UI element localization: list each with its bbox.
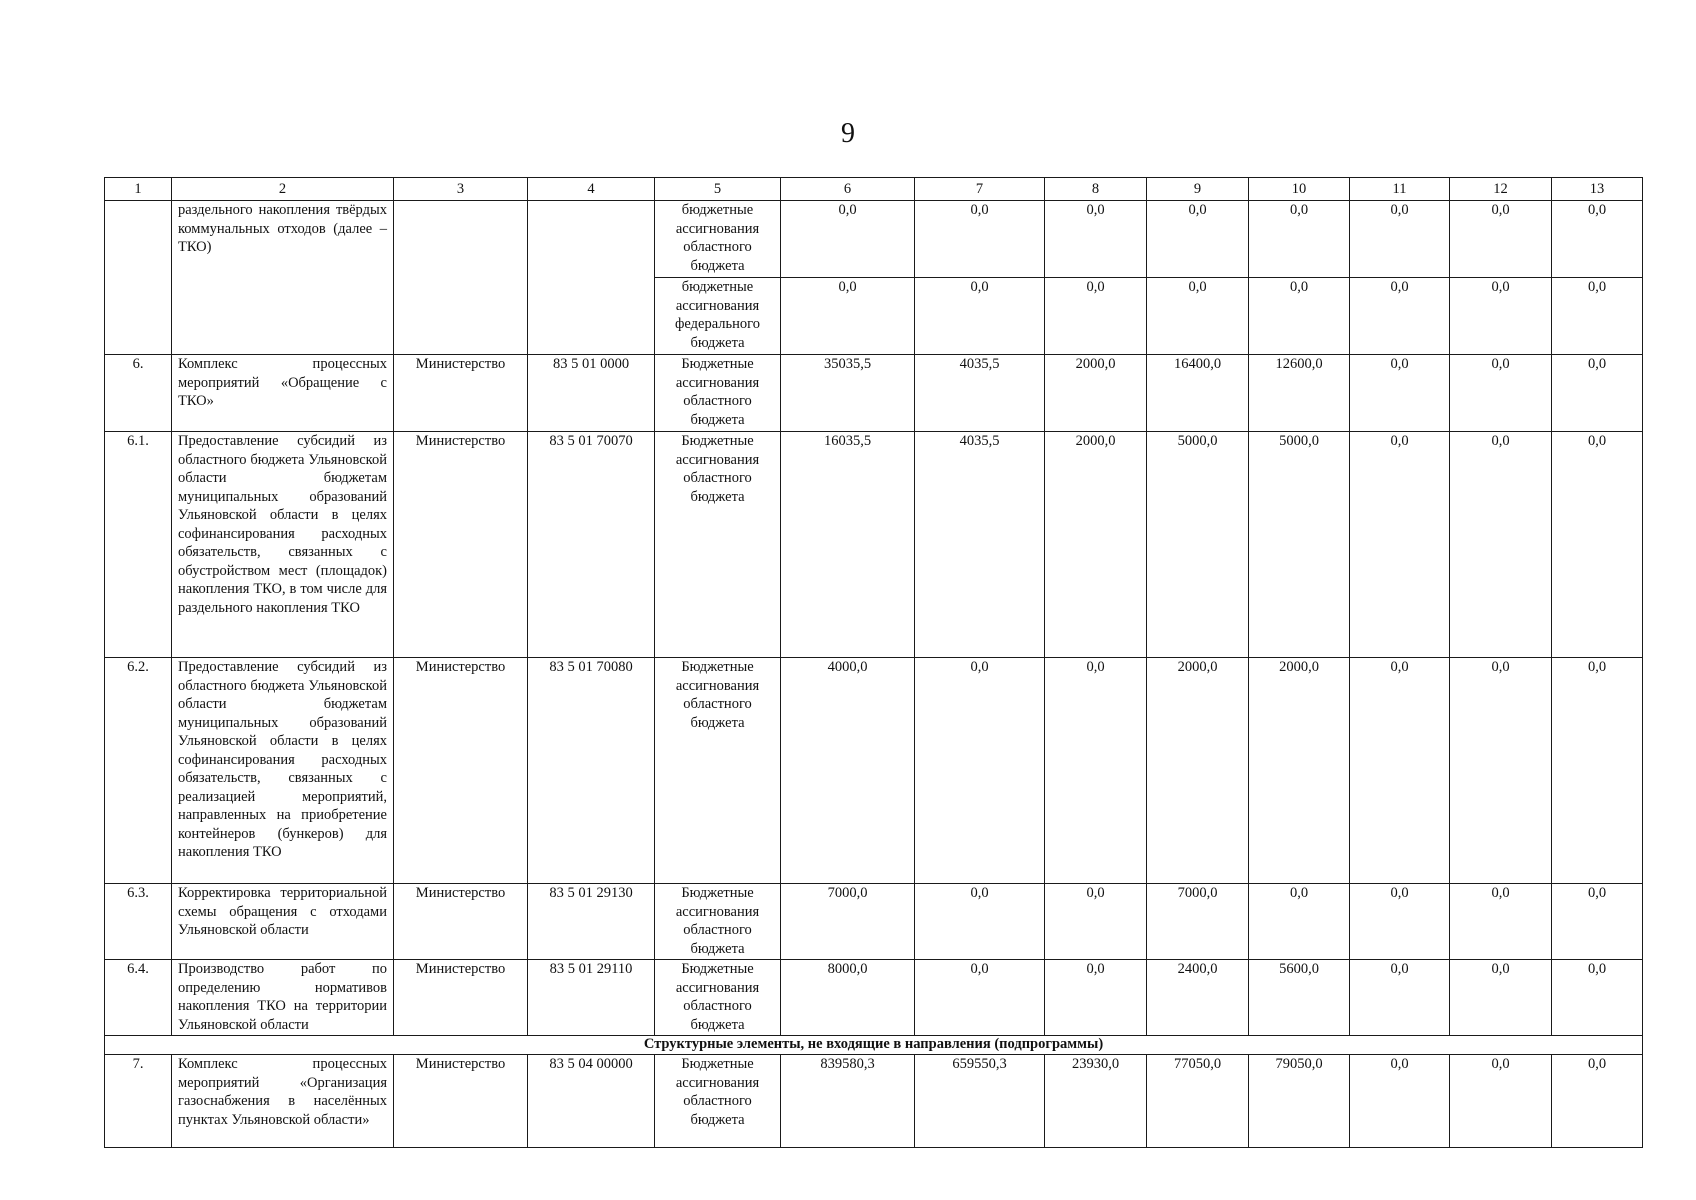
value-cell: 4035,5 [915, 355, 1045, 432]
row-executor-cell: Министерство [394, 355, 528, 432]
row-name-cell: Предоставление субсидий из областного бюджета Ульяновской области бюджетам муниципальных образований Ульяновской области в целях софинансирования расходных обязательств, связанных с реализацией мероприятий, направленных на приобретение контейнеров (бункеров) для накопления ТКО [172, 658, 394, 884]
row-number-cell: 6.3. [105, 884, 172, 960]
value-cell: 0,0 [1450, 278, 1552, 355]
row-source-cell: бюджетные ассигнования областного бюджета [655, 201, 781, 278]
row-source-cell: Бюджетные ассигнования областного бюджета [655, 355, 781, 432]
column-header: 7 [915, 178, 1045, 201]
value-cell: 0,0 [915, 658, 1045, 884]
value-cell: 0,0 [1350, 432, 1450, 658]
value-cell: 79050,0 [1249, 1055, 1350, 1148]
value-cell: 0,0 [1552, 355, 1643, 432]
row-name-cell: Комплекс процессных мероприятий «Организация газоснабжения в населённых пунктах Ульяновской области» [172, 1055, 394, 1148]
row-number-cell: 6.1. [105, 432, 172, 658]
row-code-cell: 83 5 01 29130 [528, 884, 655, 960]
value-cell: 0,0 [1552, 278, 1643, 355]
row-executor-cell: Министерство [394, 960, 528, 1036]
value-cell: 0,0 [1450, 960, 1552, 1036]
column-header: 1 [105, 178, 172, 201]
table-row [105, 658, 1643, 884]
value-cell: 0,0 [915, 201, 1045, 278]
value-cell: 0,0 [1350, 278, 1450, 355]
budget-table [104, 177, 1643, 1148]
value-cell: 0,0 [1552, 201, 1643, 278]
row-source-cell: бюджетные ассигнования федерального бюджета [655, 278, 781, 355]
value-cell: 0,0 [1350, 201, 1450, 278]
column-header: 5 [655, 178, 781, 201]
value-cell: 0,0 [1552, 432, 1643, 658]
value-cell: 0,0 [1249, 278, 1350, 355]
value-cell: 0,0 [1045, 658, 1147, 884]
column-header: 13 [1552, 178, 1643, 201]
row-number-cell: 6. [105, 355, 172, 432]
value-cell: 7000,0 [1147, 884, 1249, 960]
row-number-cell: 7. [105, 1055, 172, 1148]
value-cell: 0,0 [1450, 884, 1552, 960]
row-name-cell: Производство работ по определению нормативов накопления ТКО на территории Ульяновской области [172, 960, 394, 1036]
value-cell: 0,0 [1350, 884, 1450, 960]
row-code-cell: 83 5 01 29110 [528, 960, 655, 1036]
row-executor-cell: Министерство [394, 884, 528, 960]
column-header: 4 [528, 178, 655, 201]
value-cell: 2000,0 [1045, 432, 1147, 658]
value-cell: 0,0 [1350, 960, 1450, 1036]
page-number: 9 [841, 118, 855, 149]
column-header: 11 [1350, 178, 1450, 201]
value-cell: 0,0 [781, 278, 915, 355]
row-executor-cell [394, 201, 528, 355]
column-header: 6 [781, 178, 915, 201]
value-cell: 0,0 [1350, 1055, 1450, 1148]
value-cell: 0,0 [915, 884, 1045, 960]
table-row [105, 884, 1643, 960]
value-cell: 12600,0 [1249, 355, 1350, 432]
section-title: Структурные элементы, не входящие в направления (подпрограммы) [105, 1036, 1643, 1055]
value-cell: 0,0 [1552, 1055, 1643, 1148]
row-code-cell: 83 5 04 00000 [528, 1055, 655, 1148]
table-row [105, 355, 1643, 432]
row-executor-cell: Министерство [394, 1055, 528, 1148]
table-row [105, 201, 1643, 278]
row-source-cell: Бюджетные ассигнования областного бюджета [655, 1055, 781, 1148]
value-cell: 16400,0 [1147, 355, 1249, 432]
row-number-cell [105, 201, 172, 355]
value-cell: 2400,0 [1147, 960, 1249, 1036]
value-cell: 16035,5 [781, 432, 915, 658]
value-cell: 0,0 [1450, 355, 1552, 432]
row-code-cell: 83 5 01 0000 [528, 355, 655, 432]
value-cell: 0,0 [1450, 201, 1552, 278]
row-source-cell: Бюджетные ассигнования областного бюджета [655, 658, 781, 884]
column-number-row [105, 178, 1643, 201]
value-cell: 0,0 [1552, 960, 1643, 1036]
table-row [105, 432, 1643, 658]
value-cell: 77050,0 [1147, 1055, 1249, 1148]
value-cell: 0,0 [1350, 658, 1450, 884]
row-source-cell: Бюджетные ассигнования областного бюджета [655, 432, 781, 658]
value-cell: 659550,3 [915, 1055, 1045, 1148]
value-cell: 0,0 [1552, 884, 1643, 960]
row-source-cell: Бюджетные ассигнования областного бюджета [655, 960, 781, 1036]
row-code-cell [528, 201, 655, 355]
value-cell: 4000,0 [781, 658, 915, 884]
value-cell: 0,0 [1249, 884, 1350, 960]
value-cell: 0,0 [1045, 201, 1147, 278]
table-body [105, 201, 1643, 1148]
value-cell: 4035,5 [915, 432, 1045, 658]
value-cell: 2000,0 [1045, 355, 1147, 432]
value-cell: 2000,0 [1249, 658, 1350, 884]
row-name-cell: Комплекс процессных мероприятий «Обращение с ТКО» [172, 355, 394, 432]
row-number-cell: 6.2. [105, 658, 172, 884]
table-header [105, 178, 1643, 201]
value-cell: 23930,0 [1045, 1055, 1147, 1148]
value-cell: 0,0 [1147, 201, 1249, 278]
row-executor-cell: Министерство [394, 658, 528, 884]
column-header: 9 [1147, 178, 1249, 201]
row-name-cell: Корректировка территориальной схемы обращения с отходами Ульяновской области [172, 884, 394, 960]
row-source-cell: Бюджетные ассигнования областного бюджета [655, 884, 781, 960]
value-cell: 8000,0 [781, 960, 915, 1036]
value-cell: 2000,0 [1147, 658, 1249, 884]
row-name-cell: раздельного накопления твёрдых коммунальных отходов (далее – ТКО) [172, 201, 394, 355]
value-cell: 5000,0 [1147, 432, 1249, 658]
value-cell: 0,0 [1045, 960, 1147, 1036]
column-header: 8 [1045, 178, 1147, 201]
row-code-cell: 83 5 01 70070 [528, 432, 655, 658]
row-name-cell: Предоставление субсидий из областного бюджета Ульяновской области бюджетам муниципальных образований Ульяновской области в целях софинансирования расходных обязательств, связанных с обустройством мест (площадок) накопления ТКО, в том числе для раздельного накопления ТКО [172, 432, 394, 658]
value-cell: 0,0 [1045, 884, 1147, 960]
value-cell: 35035,5 [781, 355, 915, 432]
value-cell: 0,0 [1249, 201, 1350, 278]
column-header: 2 [172, 178, 394, 201]
value-cell: 0,0 [1147, 278, 1249, 355]
value-cell: 0,0 [1350, 355, 1450, 432]
value-cell: 839580,3 [781, 1055, 915, 1148]
column-header: 3 [394, 178, 528, 201]
value-cell: 0,0 [1552, 658, 1643, 884]
column-header: 12 [1450, 178, 1552, 201]
value-cell: 5000,0 [1249, 432, 1350, 658]
value-cell: 0,0 [781, 201, 915, 278]
value-cell: 7000,0 [781, 884, 915, 960]
section-row [105, 1036, 1643, 1055]
row-code-cell: 83 5 01 70080 [528, 658, 655, 884]
value-cell: 5600,0 [1249, 960, 1350, 1036]
row-executor-cell: Министерство [394, 432, 528, 658]
value-cell: 0,0 [1450, 1055, 1552, 1148]
value-cell: 0,0 [915, 278, 1045, 355]
value-cell: 0,0 [1045, 278, 1147, 355]
table-row [105, 960, 1643, 1036]
value-cell: 0,0 [915, 960, 1045, 1036]
value-cell: 0,0 [1450, 658, 1552, 884]
table-row [105, 1055, 1643, 1148]
column-header: 10 [1249, 178, 1350, 201]
row-number-cell: 6.4. [105, 960, 172, 1036]
value-cell: 0,0 [1450, 432, 1552, 658]
